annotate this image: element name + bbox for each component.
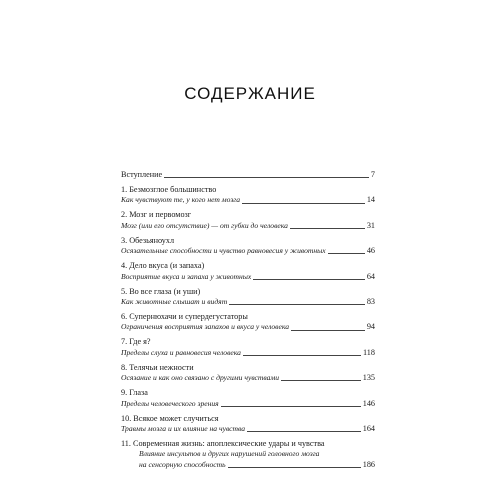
toc-subtitle-line bbox=[121, 399, 375, 409]
toc-entry bbox=[121, 439, 375, 470]
toc-entry bbox=[121, 170, 375, 180]
toc-subtitle-line bbox=[121, 424, 375, 434]
toc-subtitle: Ограничения восприятия запахов и вкуса у человека bbox=[121, 322, 289, 332]
toc-subtitle: Восприятие вкуса и запаха у животных bbox=[121, 271, 252, 281]
toc-subtitle: Мозг (или его отсутствие) — от губки до человека bbox=[121, 220, 288, 230]
toc-page-number: 64 bbox=[366, 271, 375, 281]
toc-chapter-title: 10. Всякое может случиться bbox=[121, 413, 219, 423]
toc-entry bbox=[121, 185, 375, 206]
toc-chapter-line bbox=[121, 185, 375, 195]
toc-entry bbox=[121, 261, 375, 282]
toc-leader-line bbox=[242, 203, 365, 204]
toc-subtitle-line bbox=[121, 373, 375, 383]
toc-subtitle: Как животные слышат и видят bbox=[121, 297, 228, 307]
toc-chapter-title: 6. Супернюхачи и супердегустаторы bbox=[121, 312, 248, 322]
toc-chapter-title: 4. Дело вкуса (и запаха) bbox=[121, 261, 205, 271]
toc-subtitle: Осязание и как оно связано с другими чувствами bbox=[121, 373, 280, 383]
toc-chapter-title: 2. Мозг и первомозг bbox=[121, 210, 192, 220]
toc-chapter-title: 11. Современная жизнь: апоплексические удары и чувства bbox=[121, 439, 325, 449]
table-of-contents bbox=[121, 170, 375, 475]
toc-leader-line bbox=[281, 380, 361, 381]
toc-page-number: 146 bbox=[362, 398, 375, 408]
toc-page-number: 83 bbox=[366, 297, 375, 307]
toc-leader-line bbox=[228, 467, 361, 468]
toc-subtitle-line bbox=[121, 297, 375, 307]
toc-chapter-title: 8. Телячьи нежности bbox=[121, 362, 194, 372]
toc-leader-line bbox=[328, 253, 365, 254]
toc-chapter-line bbox=[121, 439, 375, 449]
toc-chapter-line bbox=[121, 170, 375, 180]
toc-chapter-title: 5. Во все глаза (и уши) bbox=[121, 286, 201, 296]
toc-entry bbox=[121, 236, 375, 257]
toc-subtitle: Влияние инсультов и других нарушений головного мозга bbox=[139, 449, 320, 459]
toc-chapter-title: 1. Безмозглое большинство bbox=[121, 185, 217, 194]
toc-entry bbox=[121, 337, 375, 358]
toc-page-number: 14 bbox=[366, 195, 375, 205]
toc-subtitle-line bbox=[121, 272, 375, 282]
toc-subtitle: Как чувствуют те, у кого нет мозга bbox=[121, 195, 241, 205]
toc-page-number: 7 bbox=[370, 170, 375, 179]
toc-leader-line bbox=[247, 431, 361, 432]
toc-chapter-line bbox=[121, 261, 375, 271]
toc-subtitle: Осязательные способности и чувство равновесия у животных bbox=[121, 246, 326, 256]
toc-chapter-line bbox=[121, 287, 375, 297]
toc-subtitle-line bbox=[121, 348, 375, 358]
toc-leader-line bbox=[229, 304, 365, 305]
toc-page-number: 186 bbox=[362, 459, 375, 469]
toc-leader-line bbox=[290, 228, 365, 229]
toc-chapter-title: 3. Обезьяноухл bbox=[121, 235, 175, 245]
toc-chapter-title: 7. Где я? bbox=[121, 337, 151, 347]
toc-subtitle-line bbox=[121, 460, 375, 470]
toc-leader-line bbox=[243, 355, 361, 356]
toc-entry bbox=[121, 388, 375, 409]
toc-leader-line bbox=[164, 177, 369, 178]
toc-subtitle-line bbox=[121, 449, 375, 459]
toc-chapter-line bbox=[121, 337, 375, 347]
toc-entry bbox=[121, 363, 375, 384]
toc-subtitle: Пределы слуха и равновесия человека bbox=[121, 347, 241, 357]
toc-subtitle-line bbox=[121, 246, 375, 256]
toc-page-number: 164 bbox=[362, 424, 375, 434]
toc-page-number: 46 bbox=[366, 246, 375, 256]
toc-subtitle: на сенсорную способность bbox=[139, 459, 226, 469]
toc-chapter-line bbox=[121, 363, 375, 373]
toc-leader-line bbox=[221, 406, 361, 407]
toc-chapter-line bbox=[121, 414, 375, 424]
toc-chapter-line bbox=[121, 210, 375, 220]
toc-chapter-title: Вступление bbox=[121, 170, 163, 179]
toc-chapter-line bbox=[121, 236, 375, 246]
toc-leader-line bbox=[291, 330, 365, 331]
toc-page-number: 135 bbox=[362, 373, 375, 383]
toc-entry bbox=[121, 414, 375, 435]
toc-chapter-title: 9. Глаза bbox=[121, 388, 148, 398]
toc-page-number: 31 bbox=[366, 220, 375, 230]
toc-entry bbox=[121, 287, 375, 308]
toc-subtitle-line bbox=[121, 221, 375, 231]
page-title: СОДЕРЖАНИЕ bbox=[184, 84, 316, 103]
toc-entry bbox=[121, 312, 375, 333]
toc-subtitle-line bbox=[121, 322, 375, 332]
toc-page-number: 94 bbox=[366, 322, 375, 332]
toc-chapter-line bbox=[121, 312, 375, 322]
toc-chapter-line bbox=[121, 388, 375, 398]
toc-leader-line bbox=[253, 279, 365, 280]
toc-subtitle: Пределы человеческого зрения bbox=[121, 398, 219, 408]
toc-subtitle: Травмы мозга и их влияние на чувства bbox=[121, 424, 246, 434]
toc-page-number: 118 bbox=[363, 347, 375, 357]
toc-entry bbox=[121, 210, 375, 231]
toc-subtitle-line bbox=[121, 195, 375, 205]
